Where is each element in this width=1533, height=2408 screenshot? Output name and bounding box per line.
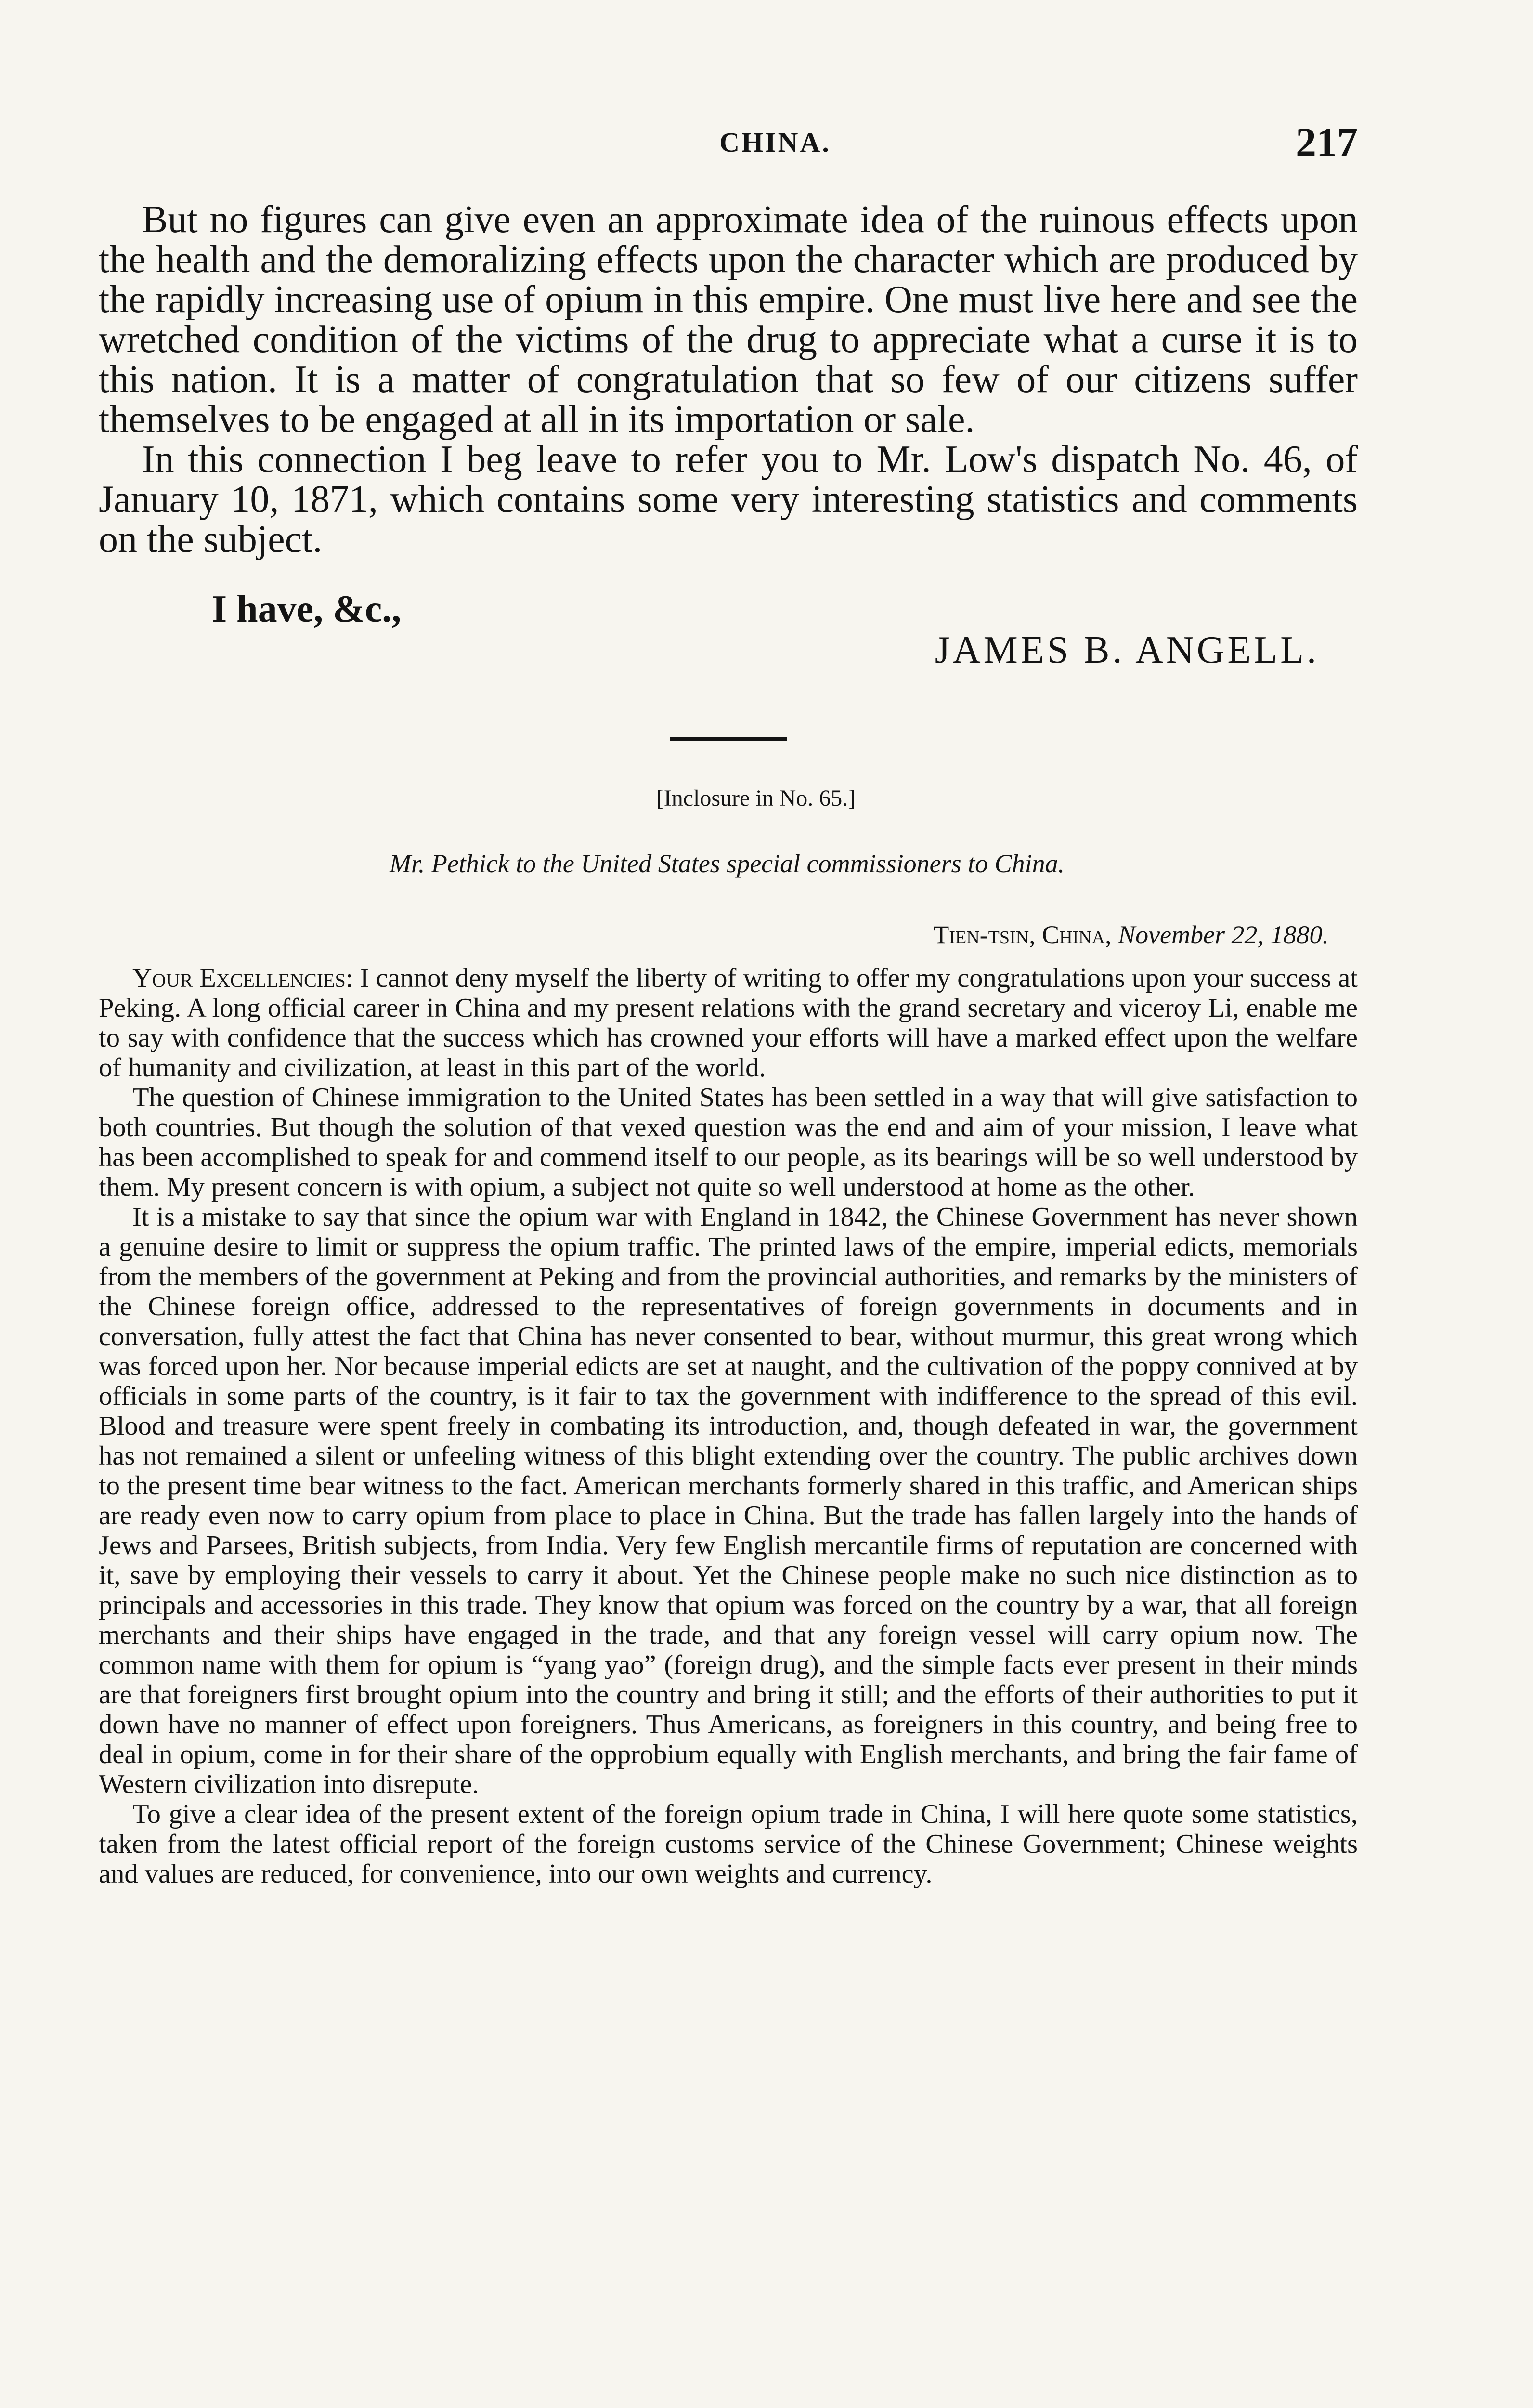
dateline-date: November 22, 1880. bbox=[1118, 920, 1329, 949]
inclosure-heading: [Inclosure in No. 65.] bbox=[656, 785, 856, 811]
inclosure-subtitle: Mr. Pethick to the United States special commissioners to China. bbox=[389, 849, 1065, 878]
dateline-place: Tien-tsin, China, bbox=[933, 920, 1112, 949]
dateline bbox=[746, 920, 1329, 950]
inclosure-paragraph-text: I cannot deny myself the liberty of writing to offer my congratulations upon your success at Peking. A long official career in China and my present relations with the grand secretary and viceroy Li, enable me to say with confidence that the success which has crowned your efforts will have a marked effect upon the welfare of humanity and civilization, at least in this part of the world. bbox=[99, 963, 1358, 1083]
letter-body bbox=[99, 200, 1358, 560]
inclosure-paragraph: It is a mistake to say that since the opium war with England in 1842, the Chinese Government has never shown a genuine desire to limit or suppress the opium traffic. The printed laws of the empire, imperial edicts, memorials from the members of the government at Peking and from the provincial authorities, and remarks by the ministers of the Chinese foreign office, addressed to the representatives of foreign governments in documents and in conversation, fully attest the fact that China has never consented to bear, without murmur, this great wrong which was forced upon her. Nor because imperial edicts are set at naught, and the cultivation of the poppy connived at by officials in some parts of the country, is it fair to tax the government with indifference to the spread of this evil. Blood and treasure were spent freely in combating its introduction, and, though defeated in war, the government has not remained a silent or unfeeling witness of this blight extending over the country. The public archives down to the present time bear witness to the fact. American merchants formerly shared in this traffic, and American ships are ready even now to carry opium from place to place in China. But the trade has fallen largely into the hands of Jews and Parsees, British subjects, from India. Very few English mercantile firms of reputation are concerned with it, save by employing their vessels to carry it about. Yet the Chinese people make no such nice distinction as to principals and accessories in this trade. They know that opium was forced on the country by a war, that all foreign merchants and their ships have engaged in the trade, and that any foreign vessel will carry opium now. The common name with them for opium is “yang yao” (foreign drug), and the simple facts ever present in their minds are that foreigners first brought opium into the country and bring it still; and the efforts of their authorities to put it down have no manner of effect upon foreigners. Thus Americans, as foreigners in this country, and being free to deal in opium, come in for their share of the opprobium equally with English merchants, and bring the fair fame of Western civilization into disrepute. bbox=[99, 1202, 1358, 1799]
signature: JAMES B. ANGELL. bbox=[935, 629, 1319, 671]
section-divider bbox=[670, 737, 787, 741]
letter-paragraph: But no figures can give even an approximate idea of the ruinous effects upon the health and the demoralizing effects upon the character which are produced by the rapidly increasing use of opium in this empire. One must live here and see the wretched condition of the victims of the drug to appreciate what a curse it is to this nation. It is a matter of congratulation that so few of our citizens suffer themselves to be engaged at all in its importation or sale. bbox=[99, 198, 1358, 441]
page-number: 217 bbox=[1296, 119, 1358, 165]
running-head: CHINA. bbox=[719, 127, 831, 158]
inclosure-paragraph: To give a clear idea of the present extent of the foreign opium trade in China, I will here quote some statistics, taken from the latest official report of the foreign customs service of the Chinese Government; Chinese weights and values are reduced, for convenience, into our own weights and currency. bbox=[99, 1799, 1358, 1889]
inclosure-paragraph: The question of Chinese immigration to the United States has been settled in a way that will give satisfaction to both countries. But though the solution of that vexed question was the end and aim of your mission, I leave what has been accomplished to speak for and commend itself to our people, as its bearings will be so well understood by them. My present concern is with opium, a subject not quite so well understood at home as the other. bbox=[99, 1083, 1358, 1202]
inclosure-paragraph bbox=[99, 963, 1358, 1083]
letter-paragraph: In this connection I beg leave to refer you to Mr. Low's dispatch No. 46, of January 10, 1871, which contains some very interesting statistics and comments on the subject. bbox=[99, 438, 1358, 561]
salutation: Your Excellencies: bbox=[132, 963, 353, 993]
inclosure-body bbox=[99, 963, 1358, 1889]
letter-closing: I have, &c., bbox=[212, 588, 402, 630]
